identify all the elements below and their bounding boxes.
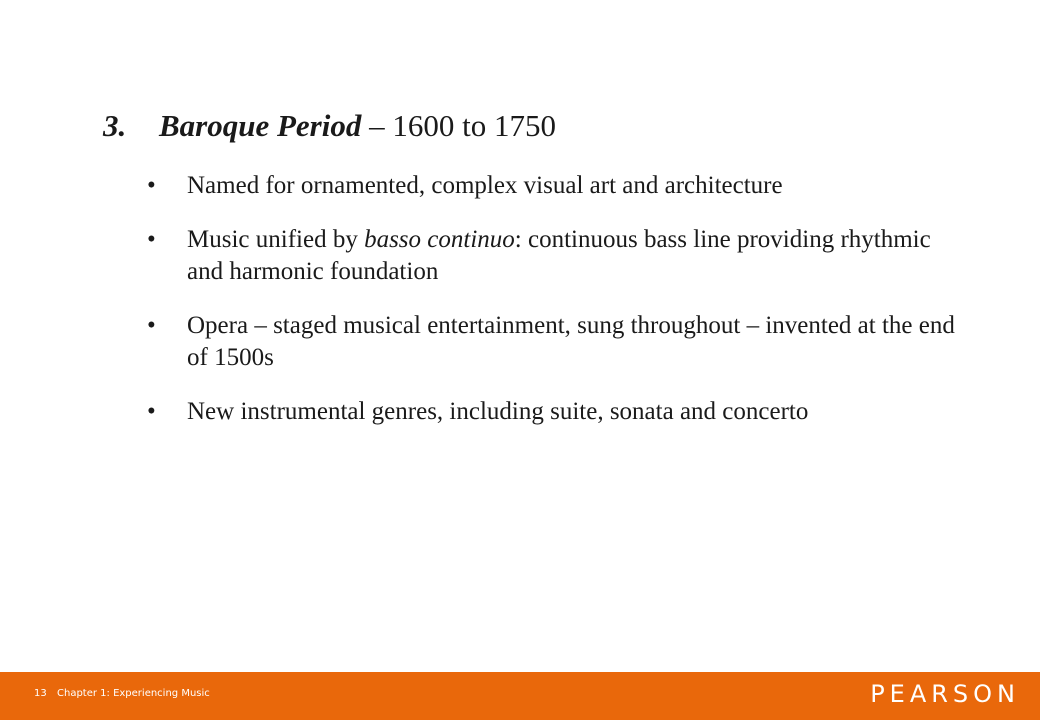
bullet-text: Named for ornamented, complex visual art and architecture — [187, 172, 783, 199]
heading-number: 3. — [103, 108, 127, 143]
bullet-icon: • — [147, 398, 156, 425]
bullet-item-4 — [147, 396, 967, 428]
chapter-title: Chapter 1: Experiencing Music — [57, 688, 210, 699]
bullet-text-prefix: Music unified by — [187, 226, 365, 253]
bullet-list — [147, 170, 967, 450]
footer-bar — [0, 672, 1040, 720]
bullet-icon: • — [147, 172, 156, 199]
bullet-icon: • — [147, 312, 156, 339]
heading-subtitle: – 1600 to 1750 — [361, 108, 556, 143]
bullet-text: Opera – staged musical entertainment, sung throughout – invented at the end of 1500s — [187, 312, 955, 371]
bullet-icon: • — [147, 226, 156, 253]
bullet-text-suffix: : continuous bass line providing rhythmic and harmonic foundation — [187, 226, 931, 285]
bullet-item-1 — [147, 170, 967, 202]
bullet-text: New instrumental genres, including suite, sonata and concerto — [187, 398, 809, 425]
page-number: 13 — [34, 688, 47, 699]
bullet-item-2 — [147, 224, 967, 288]
pearson-logo: PEARSON — [870, 680, 1020, 708]
heading-title: Baroque Period — [159, 108, 362, 143]
bullet-text-emphasis: basso continuo — [364, 226, 515, 253]
slide-heading — [103, 106, 556, 146]
bullet-item-3 — [147, 310, 967, 374]
